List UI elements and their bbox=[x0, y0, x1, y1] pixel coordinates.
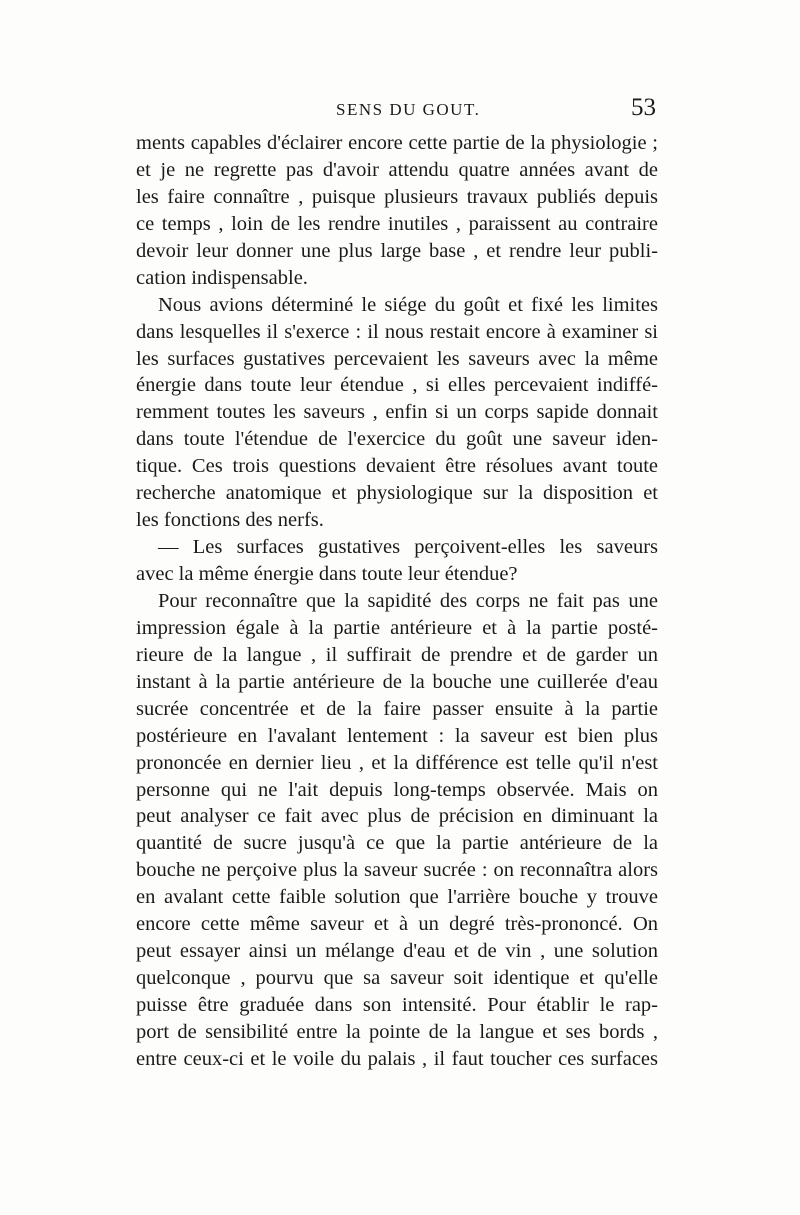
text-line: Pour reconnaître que la sapidité des corps ne fait pas une bbox=[158, 589, 658, 612]
text-line: remment toutes les saveurs , enfin si un corps sapide donnait bbox=[136, 401, 658, 424]
text-line: peut essayer ainsi un mélange d'eau et de vin , une solution bbox=[136, 940, 658, 963]
body-text bbox=[136, 130, 658, 1073]
text-line: les faire connaître , puisque plusieurs travaux publiés depuis bbox=[136, 185, 658, 208]
running-title: SENS DU GOUT. bbox=[336, 100, 481, 119]
running-head bbox=[136, 94, 656, 124]
text-line: devoir leur donner une plus large base , et rendre leur publi- bbox=[136, 239, 658, 262]
text-line: peut analyser ce fait avec plus de précision en diminuant la bbox=[136, 805, 658, 828]
text-line: personne qui ne l'ait depuis long-temps observée. Mais on bbox=[136, 778, 658, 801]
text-line: prononcée en dernier lieu , et la différence est telle qu'il n'est bbox=[136, 751, 658, 774]
text-line: recherche anatomique et physiologique sur la disposition et bbox=[136, 482, 658, 505]
text-line: quantité de sucre jusqu'à ce que la partie antérieure de la bbox=[136, 832, 658, 855]
text-line: dans toute l'étendue de l'exercice du goût une saveur iden- bbox=[136, 428, 658, 451]
text-line: ments capables d'éclairer encore cette partie de la physiologie ; bbox=[136, 132, 658, 154]
text-line: tique. Ces trois questions devaient être résolues avant toute bbox=[136, 455, 658, 478]
text-line: en avalant cette faible solution que l'arrière bouche y trouve bbox=[136, 886, 658, 909]
text-line: encore cette même saveur et à un degré très-prononcé. On bbox=[136, 913, 658, 936]
text-line: sucrée concentrée et de la faire passer ensuite à la partie bbox=[136, 697, 658, 720]
text-line: port de sensibilité entre la pointe de la langue et ses bords , bbox=[136, 1020, 658, 1043]
text-line: énergie dans toute leur étendue , si elles percevaient indiffé- bbox=[136, 374, 658, 397]
text-line: quelconque , pourvu que sa saveur soit identique et qu'elle bbox=[136, 967, 658, 990]
text-line: Nous avions déterminé le siége du goût et fixé les limites bbox=[158, 293, 658, 316]
text-line: bouche ne perçoive plus la saveur sucrée : on reconnaîtra alors bbox=[136, 859, 658, 882]
text-line: les surfaces gustatives percevaient les saveurs avec la même bbox=[136, 347, 658, 370]
text-line: entre ceux-ci et le voile du palais , il faut toucher ces surfaces bbox=[136, 1047, 658, 1070]
text-line: instant à la partie antérieure de la bouche une cuillerée d'eau bbox=[136, 670, 658, 693]
text-line: ce temps , loin de les rendre inutiles , paraissent au contraire bbox=[136, 212, 658, 235]
text-line: avec la même énergie dans toute leur étendue? bbox=[136, 563, 518, 585]
text-line: — Les surfaces gustatives perçoivent-elles les saveurs bbox=[158, 536, 658, 559]
text-line: puisse être graduée dans son intensité. Pour établir le rap- bbox=[136, 994, 658, 1016]
text-line: impression égale à la partie antérieure et à la partie posté- bbox=[136, 616, 658, 639]
text-line: cation indispensable. bbox=[136, 266, 308, 289]
text-line: rieure de la langue , il suffirait de prendre et de garder un bbox=[136, 643, 658, 666]
text-line: et je ne regrette pas d'avoir attendu quatre années avant de bbox=[136, 158, 658, 181]
text-line: dans lesquelles il s'exerce : il nous restait encore à examiner si bbox=[136, 320, 658, 343]
text-line: postérieure en l'avalant lentement : la saveur est bien plus bbox=[136, 724, 658, 747]
text-line: les fonctions des nerfs. bbox=[136, 509, 324, 532]
page-number: 53 bbox=[631, 94, 656, 121]
